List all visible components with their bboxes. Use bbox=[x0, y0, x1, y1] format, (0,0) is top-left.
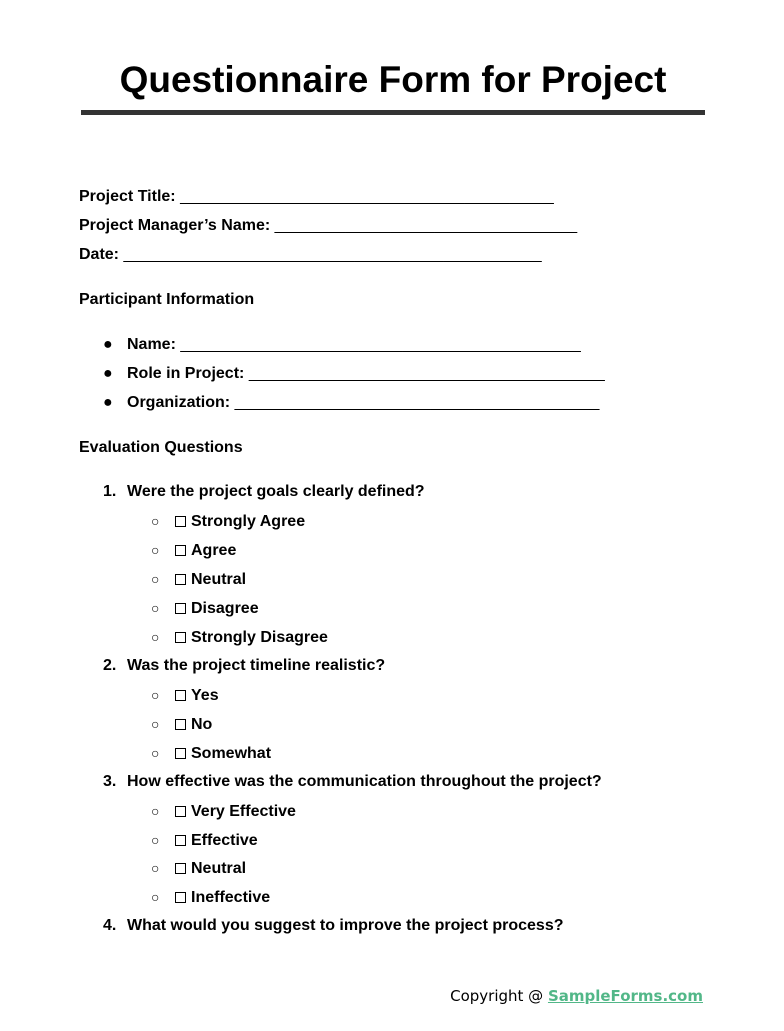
fill-line[interactable]: ________________________________________ bbox=[248, 365, 605, 382]
question-number: 2. bbox=[103, 657, 117, 674]
option-label: No bbox=[191, 716, 213, 733]
field-label: Date: bbox=[79, 246, 120, 263]
checkbox-icon[interactable] bbox=[175, 719, 186, 730]
checkbox-icon[interactable] bbox=[175, 574, 186, 585]
checkbox-icon[interactable] bbox=[175, 603, 186, 614]
field-label: Organization: bbox=[127, 394, 231, 411]
circle-bullet-icon: ○ bbox=[151, 832, 160, 848]
question-3 bbox=[103, 772, 602, 792]
project-manager-field[interactable] bbox=[79, 216, 577, 236]
circle-bullet-icon: ○ bbox=[151, 687, 160, 703]
q2-option-somewhat[interactable] bbox=[151, 743, 271, 764]
circle-bullet-icon: ○ bbox=[151, 803, 160, 819]
option-label: Disagree bbox=[191, 600, 259, 617]
fill-line[interactable]: _____________________________________________ bbox=[180, 336, 581, 353]
checkbox-icon[interactable] bbox=[175, 892, 186, 903]
option-label: Ineffective bbox=[191, 889, 271, 906]
brand-link[interactable]: SampleForms.com bbox=[547, 987, 703, 1005]
checkbox-icon[interactable] bbox=[175, 545, 186, 556]
q1-option-disagree[interactable] bbox=[151, 598, 259, 619]
question-4 bbox=[103, 916, 564, 936]
option-label: Very Effective bbox=[191, 803, 296, 820]
date-field[interactable] bbox=[79, 245, 542, 265]
option-label: Strongly Agree bbox=[191, 513, 306, 530]
option-label: Neutral bbox=[191, 571, 247, 588]
q1-option-strongly-disagree[interactable] bbox=[151, 627, 328, 648]
copyright-footer bbox=[450, 987, 703, 1005]
question-1 bbox=[103, 482, 425, 502]
copyright-text: Copyright @ bbox=[450, 987, 548, 1005]
form-title: Questionnaire Form for Project bbox=[119, 59, 667, 100]
field-label: Name: bbox=[127, 336, 176, 353]
checkbox-icon[interactable] bbox=[175, 632, 186, 643]
q3-option-effective[interactable] bbox=[151, 830, 258, 851]
question-number: 4. bbox=[103, 917, 117, 934]
q3-option-very-effective[interactable] bbox=[151, 801, 296, 822]
checkbox-icon[interactable] bbox=[175, 748, 186, 759]
fill-line[interactable]: _______________________________________________ bbox=[123, 246, 542, 263]
question-text: What would you suggest to improve the project process? bbox=[127, 917, 564, 934]
option-label: Somewhat bbox=[191, 745, 272, 762]
question-2 bbox=[103, 656, 385, 676]
circle-bullet-icon: ○ bbox=[151, 513, 160, 529]
fill-line[interactable]: _________________________________________ bbox=[234, 394, 600, 411]
checkbox-icon[interactable] bbox=[175, 835, 186, 846]
option-label: Effective bbox=[191, 832, 258, 849]
circle-bullet-icon: ○ bbox=[151, 542, 160, 558]
q3-option-neutral[interactable] bbox=[151, 858, 246, 879]
project-title-field[interactable] bbox=[79, 187, 554, 207]
field-label: Project Manager’s Name: bbox=[79, 217, 271, 234]
field-label: Role in Project: bbox=[127, 365, 245, 382]
q3-option-ineffective[interactable] bbox=[151, 887, 270, 908]
option-label: Strongly Disagree bbox=[191, 629, 328, 646]
circle-bullet-icon: ○ bbox=[151, 600, 160, 616]
fill-line[interactable]: __________________________________________ bbox=[180, 188, 554, 205]
q1-option-neutral[interactable] bbox=[151, 569, 246, 590]
circle-bullet-icon: ○ bbox=[151, 629, 160, 645]
q2-option-no[interactable] bbox=[151, 714, 212, 735]
question-text: How effective was the communication throughout the project? bbox=[127, 773, 602, 790]
participant-role-field[interactable] bbox=[103, 364, 605, 384]
title-rule bbox=[81, 110, 705, 115]
evaluation-heading: Evaluation Questions bbox=[79, 439, 243, 456]
circle-bullet-icon: ○ bbox=[151, 571, 160, 587]
checkbox-icon[interactable] bbox=[175, 690, 186, 701]
option-label: Yes bbox=[191, 687, 219, 704]
fill-line[interactable]: __________________________________ bbox=[274, 217, 578, 234]
bullet-icon: ● bbox=[103, 365, 113, 382]
q2-option-yes[interactable] bbox=[151, 685, 219, 706]
question-number: 1. bbox=[103, 483, 117, 500]
q1-option-strongly-agree[interactable] bbox=[151, 511, 305, 532]
checkbox-icon[interactable] bbox=[175, 516, 186, 527]
participant-name-field[interactable] bbox=[103, 335, 581, 355]
q1-option-agree[interactable] bbox=[151, 540, 236, 561]
circle-bullet-icon: ○ bbox=[151, 716, 160, 732]
option-label: Agree bbox=[191, 542, 237, 559]
circle-bullet-icon: ○ bbox=[151, 889, 160, 905]
option-label: Neutral bbox=[191, 860, 247, 877]
circle-bullet-icon: ○ bbox=[151, 745, 160, 761]
question-number: 3. bbox=[103, 773, 117, 790]
participant-organization-field[interactable] bbox=[103, 393, 599, 413]
checkbox-icon[interactable] bbox=[175, 806, 186, 817]
participant-heading: Participant Information bbox=[79, 291, 255, 308]
question-text: Was the project timeline realistic? bbox=[127, 657, 386, 674]
checkbox-icon[interactable] bbox=[175, 863, 186, 874]
circle-bullet-icon: ○ bbox=[151, 860, 160, 876]
field-label: Project Title: bbox=[79, 188, 176, 205]
question-text: Were the project goals clearly defined? bbox=[127, 483, 425, 500]
bullet-icon: ● bbox=[103, 394, 113, 411]
bullet-icon: ● bbox=[103, 336, 113, 353]
